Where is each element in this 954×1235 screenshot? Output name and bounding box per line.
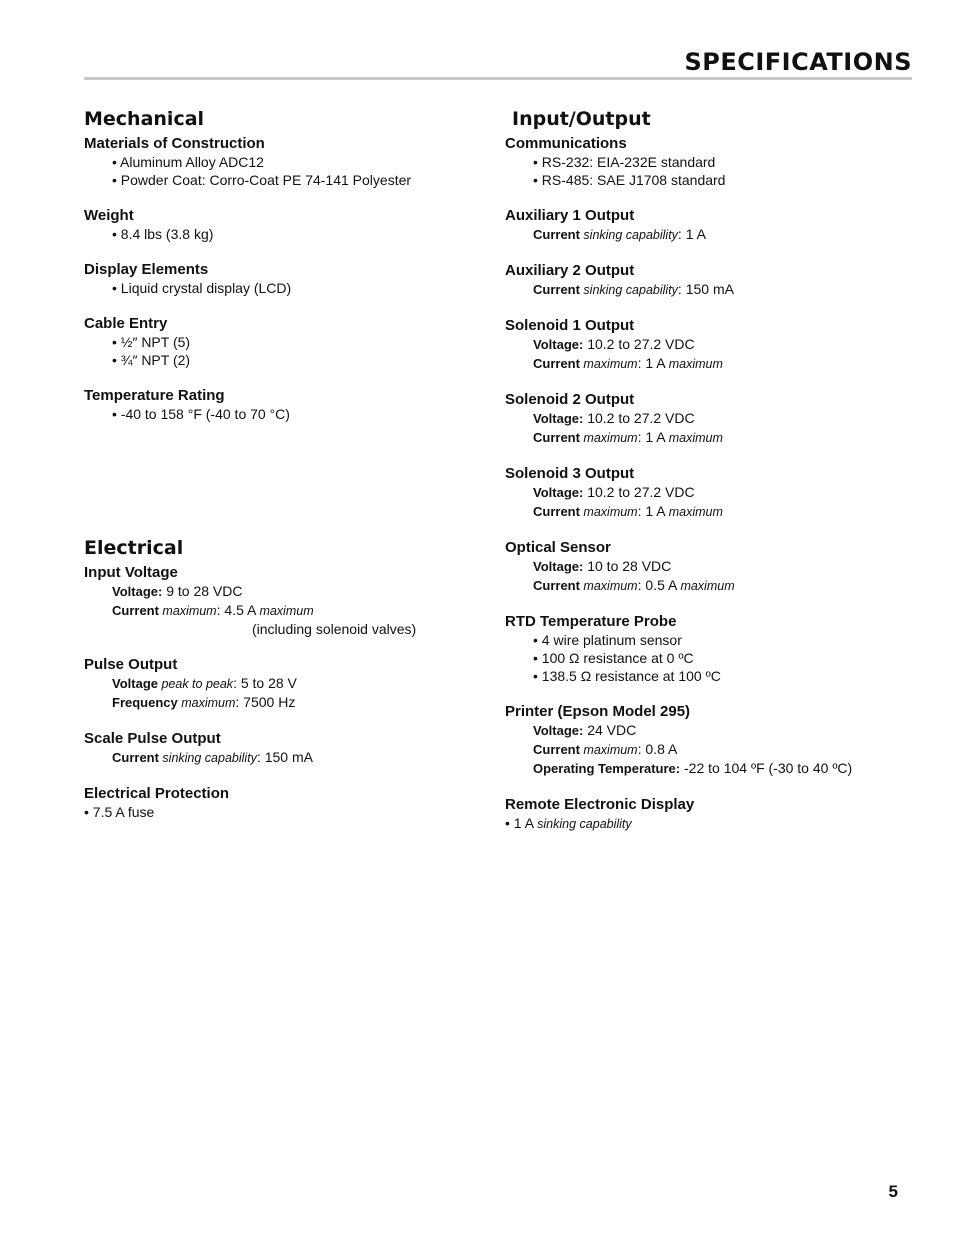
spec-bullet: • Liquid crystal display (LCD) [112, 280, 292, 296]
spec-current-line [505, 280, 925, 299]
spec-label: Voltage: [112, 584, 163, 599]
spec-current-line [505, 354, 925, 373]
spec-bullet: • 7.5 A fuse [84, 804, 155, 820]
spec-value: 10.2 to 27.2 VDC [583, 410, 695, 426]
spec-label: Current [533, 227, 580, 242]
spec-title: Printer (Epson Model 295) [505, 703, 691, 720]
spec-qualifier: maximum [668, 357, 723, 371]
spec-weight [84, 207, 504, 243]
spec-title: Solenoid 1 Output [505, 317, 635, 334]
spec-solenoid-1 [505, 317, 925, 373]
spec-title: Auxiliary 2 Output [505, 262, 635, 279]
spec-qualifier: sinking capability [537, 817, 632, 831]
spec-voltage-line [84, 674, 504, 693]
spec-bullet: • RS-232: EIA-232E standard [533, 154, 716, 170]
spec-value: -22 to 104 ºF (-30 to 40 ºC) [680, 760, 853, 776]
spec-bullet: • 4 wire platinum sensor [533, 632, 682, 648]
spec-qualifier: peak to peak [158, 677, 234, 691]
spec-value: 24 VDC [583, 722, 637, 738]
spec-title: Communications [505, 135, 627, 152]
spec-label: Operating Temperature: [533, 761, 681, 776]
spec-title: Solenoid 3 Output [505, 465, 635, 482]
spec-label: Voltage: [533, 559, 584, 574]
spec-printer [505, 703, 925, 778]
spec-current-line [505, 428, 925, 447]
spec-qualifier: maximum [579, 431, 638, 445]
spec-label: Current [112, 603, 159, 618]
spec-current-line [505, 576, 925, 595]
spec-solenoid-3 [505, 465, 925, 521]
spec-label: Voltage: [533, 485, 584, 500]
page-title: SPECIFICATIONS [684, 48, 912, 76]
spec-title: Remote Electronic Display [505, 796, 695, 813]
spec-title: Electrical Protection [84, 785, 230, 802]
spec-value: : 150 mA [677, 281, 734, 297]
spec-label: Frequency [112, 695, 178, 710]
page-number: 5 [888, 1182, 898, 1201]
spec-voltage-line [505, 335, 925, 354]
spec-label: Current [533, 356, 580, 371]
spec-qualifier: maximum [579, 505, 638, 519]
spec-qualifier: sinking capability [579, 228, 678, 242]
spec-qualifier: maximum [177, 696, 236, 710]
spec-value: : 0.8 A [637, 741, 678, 757]
spec-aux2 [505, 262, 925, 299]
spec-value: 10.2 to 27.2 VDC [583, 336, 695, 352]
spec-bullet: • Powder Coat: Corro-Coat PE 74-141 Polyester [112, 172, 412, 188]
spec-current-line [505, 502, 925, 521]
spec-value: : 7500 Hz [235, 694, 296, 710]
spec-label: Voltage: [533, 723, 584, 738]
spec-voltage-line [505, 409, 925, 428]
spec-title: RTD Temperature Probe [505, 613, 677, 630]
spec-bullet: • Aluminum Alloy ADC12 [112, 154, 264, 170]
spec-qualifier: sinking capability [579, 283, 678, 297]
spec-voltage-line [505, 721, 925, 740]
section-title-input-output: Input/Output [512, 108, 651, 130]
spec-temperature [84, 387, 504, 423]
spec-cable-entry [84, 315, 504, 369]
spec-solenoid-2 [505, 391, 925, 447]
spec-value: : 150 mA [256, 749, 313, 765]
spec-rtd-probe [505, 613, 925, 685]
spec-title: Input Voltage [84, 564, 178, 581]
spec-value: : 1 A [677, 226, 706, 242]
left-column [84, 107, 504, 839]
spec-bullet [505, 814, 925, 833]
spec-label: Current [533, 742, 580, 757]
spec-title: Solenoid 2 Output [505, 391, 635, 408]
spec-remote-display [505, 796, 925, 833]
spec-qualifier: sinking capability [158, 751, 257, 765]
spec-voltage-line [505, 557, 925, 576]
spec-bullet: • RS-485: SAE J1708 standard [533, 172, 726, 188]
spec-value: : 1 A [637, 503, 669, 519]
spec-current-line [84, 601, 504, 620]
spec-qualifier: maximum [579, 743, 638, 757]
spec-qualifier: maximum [579, 357, 638, 371]
spec-value: : 1 A [637, 429, 669, 445]
spec-voltage-line [84, 582, 504, 601]
spec-bullet: • 100 Ω resistance at 0 ºC [533, 650, 694, 666]
spec-optical-sensor [505, 539, 925, 595]
spec-scale-pulse [84, 730, 504, 767]
spec-note: (including solenoid valves) [252, 621, 417, 637]
spec-pulse-output [84, 656, 504, 712]
spec-display [84, 261, 504, 297]
spec-label: Current [533, 504, 580, 519]
spec-value: : 1 A [637, 355, 669, 371]
header-rule [84, 77, 912, 80]
spec-qualifier: maximum [158, 604, 217, 618]
spec-label: Voltage: [533, 411, 584, 426]
spec-label: Current [533, 430, 580, 445]
spec-title: Temperature Rating [84, 387, 225, 404]
spec-title: Weight [84, 207, 134, 224]
spec-title: Pulse Output [84, 656, 178, 673]
spec-title: Cable Entry [84, 315, 168, 332]
spec-title: Auxiliary 1 Output [505, 207, 635, 224]
spec-voltage-line [505, 483, 925, 502]
spec-bullet: • -40 to 158 °F (-40 to 70 °C) [112, 406, 290, 422]
spec-qualifier: maximum [668, 505, 723, 519]
spec-value: 10 to 28 VDC [583, 558, 672, 574]
spec-electrical-protection [84, 785, 504, 821]
spec-qualifier: maximum [668, 431, 723, 445]
spec-frequency-line [84, 693, 504, 712]
section-title-electrical: Electrical [84, 537, 184, 559]
spec-current-line [84, 748, 504, 767]
spec-value: : 4.5 A [216, 602, 260, 618]
spec-qualifier: maximum [579, 579, 638, 593]
spec-value: • 1 A [505, 815, 538, 831]
spec-input-voltage [84, 564, 504, 638]
spec-label: Current [533, 578, 580, 593]
spec-label: Voltage: [533, 337, 584, 352]
spec-value: 9 to 28 VDC [162, 583, 243, 599]
spec-value: 10.2 to 27.2 VDC [583, 484, 695, 500]
spec-optemp-line [505, 759, 925, 778]
spec-bullet: • 138.5 Ω resistance at 100 ºC [533, 668, 721, 684]
right-column [505, 107, 925, 851]
spec-qualifier: maximum [680, 579, 735, 593]
spec-materials [84, 135, 504, 189]
spec-title: Display Elements [84, 261, 209, 278]
spec-label: Current [112, 750, 159, 765]
section-title-mechanical: Mechanical [84, 108, 205, 130]
spec-aux1 [505, 207, 925, 244]
spec-bullet: • ½″ NPT (5) [112, 334, 191, 350]
spec-communications [505, 135, 925, 189]
spec-current-line [505, 225, 925, 244]
spec-bullet: • ¾″ NPT (2) [112, 352, 191, 368]
spec-value: : 0.5 A [637, 577, 681, 593]
spec-label: Voltage [112, 676, 158, 691]
spec-label: Current [533, 282, 580, 297]
spec-current-line [505, 740, 925, 759]
spec-title: Materials of Construction [84, 135, 265, 152]
spec-title: Optical Sensor [505, 539, 611, 556]
spec-title: Scale Pulse Output [84, 730, 221, 747]
spec-qualifier: maximum [259, 604, 314, 618]
spec-bullet: • 8.4 lbs (3.8 kg) [112, 226, 214, 242]
spec-value: : 5 to 28 V [233, 675, 297, 691]
